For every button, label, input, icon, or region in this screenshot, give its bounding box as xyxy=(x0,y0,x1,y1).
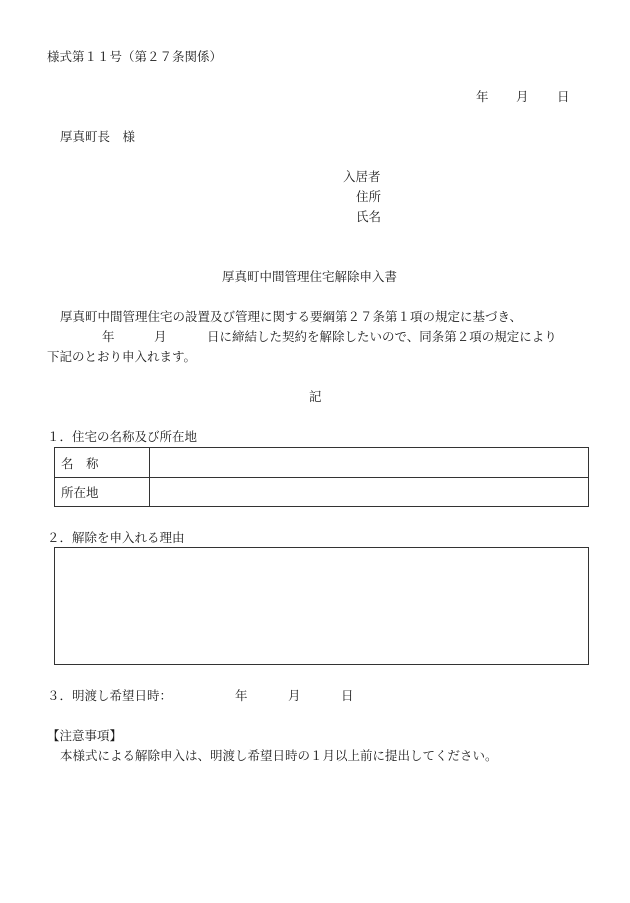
name-label: 名 称 xyxy=(61,455,99,471)
document-title: 厚真町中間管理住宅解除申入書 xyxy=(222,269,398,284)
body-line-1: 厚真町中間管理住宅の設置及び管理に関する要綱第２７条第１項の規定に基づき、 xyxy=(60,309,523,324)
name-label-cell xyxy=(55,448,150,477)
date-year-label: 年 xyxy=(476,89,489,104)
notes-heading: 【注意事項】 xyxy=(47,728,123,743)
applicant-address-label: 住所 xyxy=(356,189,382,204)
vacate-month-label: 月 xyxy=(288,688,301,703)
vacate-day-label: 日 xyxy=(341,688,354,703)
body-line-2: 日に締結した契約を解除したいので、同条第２項の規定により xyxy=(207,329,557,344)
body-month-label: 月 xyxy=(154,329,167,344)
section-1-heading: １．住宅の名称及び所在地 xyxy=(47,429,198,444)
property-name-field[interactable] xyxy=(150,448,588,477)
date-month-label: 月 xyxy=(516,89,529,104)
table-row xyxy=(55,448,588,477)
form-number: 様式第１１号（第２７条関係） xyxy=(47,49,223,64)
date-day-label: 日 xyxy=(557,89,570,104)
addressee: 厚真町長 様 xyxy=(60,129,136,144)
property-location-field[interactable] xyxy=(150,478,588,506)
applicant-role: 入居者 xyxy=(343,169,381,184)
vacate-year-label: 年 xyxy=(235,688,248,703)
notes-text: 本様式による解除申入は、明渡し希望日時の１月以上前に提出してください。 xyxy=(60,748,498,763)
ki-heading: 記 xyxy=(309,389,322,404)
location-label-cell xyxy=(55,478,150,506)
section-3-heading: ３．明渡し希望日時： xyxy=(47,688,173,703)
property-table xyxy=(54,447,589,507)
table-row xyxy=(55,477,588,506)
section-2-heading: ２．解除を申入れる理由 xyxy=(47,530,185,545)
reason-field[interactable] xyxy=(54,547,589,665)
body-year-label: 年 xyxy=(102,329,115,344)
location-label: 所在地 xyxy=(61,485,99,500)
body-line-3: 下記のとおり申入れます。 xyxy=(47,349,197,364)
applicant-name-label: 氏名 xyxy=(356,209,382,224)
